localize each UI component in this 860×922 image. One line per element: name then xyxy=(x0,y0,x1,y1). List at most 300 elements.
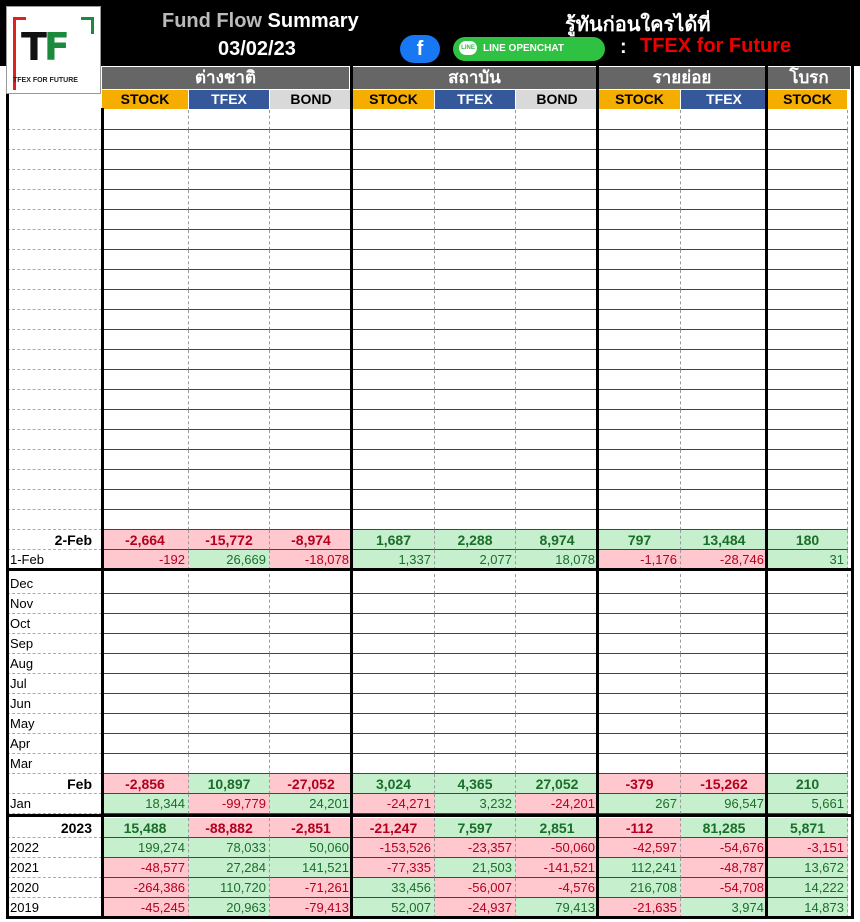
table-divider xyxy=(6,66,9,918)
value-cell xyxy=(435,150,516,170)
value-cell xyxy=(353,310,435,330)
row-label xyxy=(7,110,102,130)
row-label: Mar xyxy=(7,754,102,774)
row-label: Apr xyxy=(7,734,102,754)
value-cell xyxy=(768,390,848,410)
value-cell: 31 xyxy=(768,550,848,570)
value-cell xyxy=(435,110,516,130)
value-cell xyxy=(599,210,681,230)
value-cell xyxy=(599,490,681,510)
value-cell xyxy=(270,754,353,774)
column-header-stock: STOCK xyxy=(599,90,680,109)
value-cell xyxy=(353,350,435,370)
value-cell: 18,344 xyxy=(102,794,189,814)
value-cell xyxy=(270,230,353,250)
value-cell xyxy=(270,390,353,410)
value-cell xyxy=(189,370,270,390)
value-cell: 2,077 xyxy=(435,550,516,570)
value-cell xyxy=(681,734,768,754)
value-cell xyxy=(681,714,768,734)
value-cell: 267 xyxy=(599,794,681,814)
value-cell: 33,456 xyxy=(353,878,435,898)
value-cell xyxy=(599,270,681,290)
value-cell: 14,222 xyxy=(768,878,848,898)
value-cell: 26,669 xyxy=(189,550,270,570)
value-cell xyxy=(270,370,353,390)
report-date: 03/02/23 xyxy=(218,38,296,60)
value-cell xyxy=(599,654,681,674)
value-cell xyxy=(353,490,435,510)
value-cell: -1,176 xyxy=(599,550,681,570)
value-cell xyxy=(270,450,353,470)
table-divider xyxy=(851,66,854,918)
value-cell xyxy=(353,714,435,734)
row-label xyxy=(7,350,102,370)
value-cell xyxy=(102,450,189,470)
value-cell xyxy=(435,210,516,230)
value-cell xyxy=(270,150,353,170)
value-cell xyxy=(599,190,681,210)
value-cell xyxy=(516,410,599,430)
row-label xyxy=(7,430,102,450)
value-cell xyxy=(102,714,189,734)
value-cell xyxy=(681,310,768,330)
value-cell xyxy=(270,270,353,290)
value-cell xyxy=(599,754,681,774)
title-gray: Fund Flow xyxy=(162,10,262,32)
value-cell xyxy=(681,390,768,410)
column-header-stock: STOCK xyxy=(102,90,188,109)
value-cell xyxy=(353,654,435,674)
value-cell xyxy=(270,634,353,654)
value-cell xyxy=(516,110,599,130)
value-cell: 78,033 xyxy=(189,838,270,858)
value-cell xyxy=(599,330,681,350)
value-cell xyxy=(353,130,435,150)
value-cell: 180 xyxy=(768,530,848,550)
value-cell xyxy=(102,754,189,774)
value-cell xyxy=(189,330,270,350)
group-header: รายย่อย xyxy=(599,67,765,89)
value-cell xyxy=(189,250,270,270)
value-cell: -88,882 xyxy=(189,818,270,838)
value-cell: 210 xyxy=(768,774,848,794)
table-divider xyxy=(6,916,854,919)
value-cell xyxy=(189,734,270,754)
value-cell xyxy=(768,450,848,470)
value-cell xyxy=(270,350,353,370)
value-cell: -2,856 xyxy=(102,774,189,794)
value-cell xyxy=(768,210,848,230)
row-label xyxy=(7,370,102,390)
value-cell xyxy=(681,614,768,634)
value-cell xyxy=(102,170,189,190)
value-cell xyxy=(102,510,189,530)
row-label xyxy=(7,230,102,250)
value-cell xyxy=(516,190,599,210)
value-cell: -2,851 xyxy=(270,818,353,838)
value-cell: 2,288 xyxy=(435,530,516,550)
value-cell xyxy=(353,270,435,290)
column-header-tfex: TFEX xyxy=(681,90,767,109)
value-cell xyxy=(189,754,270,774)
value-cell: -4,576 xyxy=(516,878,599,898)
value-cell: -24,937 xyxy=(435,898,516,918)
value-cell xyxy=(189,350,270,370)
row-label: Jan xyxy=(7,794,102,814)
value-cell xyxy=(435,510,516,530)
value-cell xyxy=(599,290,681,310)
value-cell xyxy=(516,370,599,390)
value-cell xyxy=(435,390,516,410)
value-cell xyxy=(681,410,768,430)
value-cell xyxy=(102,370,189,390)
value-cell xyxy=(102,634,189,654)
value-cell xyxy=(189,594,270,614)
value-cell xyxy=(102,330,189,350)
row-label xyxy=(7,310,102,330)
value-cell: 96,547 xyxy=(681,794,768,814)
value-cell xyxy=(102,594,189,614)
value-cell xyxy=(768,594,848,614)
value-cell xyxy=(270,614,353,634)
value-cell: 5,871 xyxy=(768,818,848,838)
value-cell xyxy=(102,150,189,170)
value-cell xyxy=(353,230,435,250)
value-cell xyxy=(599,350,681,370)
value-cell: -153,526 xyxy=(353,838,435,858)
value-cell xyxy=(768,310,848,330)
value-cell xyxy=(768,490,848,510)
value-cell: -15,262 xyxy=(681,774,768,794)
value-cell xyxy=(768,370,848,390)
value-cell xyxy=(189,490,270,510)
value-cell xyxy=(435,190,516,210)
value-cell xyxy=(189,210,270,230)
value-cell xyxy=(516,694,599,714)
value-cell xyxy=(102,430,189,450)
value-cell xyxy=(102,270,189,290)
value-cell xyxy=(270,290,353,310)
value-cell: 13,672 xyxy=(768,858,848,878)
value-cell xyxy=(768,270,848,290)
value-cell xyxy=(353,430,435,450)
value-cell xyxy=(681,250,768,270)
line-icon: LINE xyxy=(459,41,477,55)
value-cell xyxy=(353,390,435,410)
value-cell xyxy=(599,714,681,734)
value-cell xyxy=(102,210,189,230)
value-cell xyxy=(516,490,599,510)
value-cell xyxy=(516,130,599,150)
value-cell xyxy=(102,390,189,410)
value-cell: 1,687 xyxy=(353,530,435,550)
value-cell xyxy=(681,510,768,530)
row-label: 1-Feb xyxy=(7,550,102,570)
row-label: 2-Feb xyxy=(7,530,102,550)
value-cell: 21,503 xyxy=(435,858,516,878)
column-header-stock: STOCK xyxy=(768,90,847,109)
value-cell: 81,285 xyxy=(681,818,768,838)
row-label: Sep xyxy=(7,634,102,654)
value-cell xyxy=(599,150,681,170)
value-cell xyxy=(189,430,270,450)
value-cell xyxy=(768,754,848,774)
row-label xyxy=(7,130,102,150)
value-cell xyxy=(270,410,353,430)
row-label xyxy=(7,390,102,410)
value-cell xyxy=(435,594,516,614)
value-cell xyxy=(270,654,353,674)
value-cell xyxy=(768,734,848,754)
table-divider xyxy=(101,108,104,918)
value-cell xyxy=(681,674,768,694)
value-cell xyxy=(353,410,435,430)
value-cell xyxy=(189,170,270,190)
value-cell: 141,521 xyxy=(270,858,353,878)
value-cell xyxy=(189,270,270,290)
value-cell xyxy=(435,290,516,310)
value-cell xyxy=(102,574,189,594)
value-cell xyxy=(189,614,270,634)
row-label: Oct xyxy=(7,614,102,634)
value-cell: -23,357 xyxy=(435,838,516,858)
value-cell xyxy=(435,490,516,510)
value-cell xyxy=(516,734,599,754)
channel-separator: : xyxy=(620,36,627,58)
value-cell xyxy=(599,230,681,250)
value-cell xyxy=(435,734,516,754)
value-cell xyxy=(270,110,353,130)
value-cell xyxy=(599,634,681,654)
value-cell xyxy=(681,594,768,614)
value-cell xyxy=(681,634,768,654)
value-cell xyxy=(681,270,768,290)
value-cell xyxy=(768,714,848,734)
line-openchat-label: LINE OPENCHAT xyxy=(483,43,564,54)
column-header-bond: BOND xyxy=(516,90,598,109)
value-cell xyxy=(768,634,848,654)
value-cell xyxy=(599,470,681,490)
value-cell xyxy=(353,290,435,310)
value-cell xyxy=(435,330,516,350)
value-cell: -18,078 xyxy=(270,550,353,570)
value-cell xyxy=(189,574,270,594)
value-cell xyxy=(102,734,189,754)
value-cell xyxy=(102,230,189,250)
value-cell: -54,676 xyxy=(681,838,768,858)
value-cell xyxy=(270,130,353,150)
value-cell: -379 xyxy=(599,774,681,794)
row-label: 2020 xyxy=(7,878,102,898)
value-cell xyxy=(270,734,353,754)
value-cell xyxy=(768,130,848,150)
value-cell: 112,241 xyxy=(599,858,681,878)
value-cell xyxy=(768,470,848,490)
value-cell xyxy=(516,170,599,190)
value-cell xyxy=(516,230,599,250)
table-divider xyxy=(596,66,599,918)
line-openchat-button[interactable] xyxy=(453,37,605,61)
value-cell: 15,488 xyxy=(102,818,189,838)
title-white: Summary xyxy=(267,10,359,32)
value-cell xyxy=(768,250,848,270)
value-cell: 14,873 xyxy=(768,898,848,918)
value-cell xyxy=(353,510,435,530)
value-cell xyxy=(435,350,516,370)
value-cell xyxy=(516,574,599,594)
value-cell: -42,597 xyxy=(599,838,681,858)
value-cell xyxy=(599,734,681,754)
value-cell xyxy=(270,574,353,594)
value-cell xyxy=(353,574,435,594)
value-cell xyxy=(189,290,270,310)
value-cell xyxy=(516,290,599,310)
value-cell xyxy=(353,190,435,210)
promo-text: รู้ทันก่อนใครได้ที่ xyxy=(565,14,711,36)
value-cell xyxy=(681,290,768,310)
value-cell xyxy=(435,410,516,430)
value-cell: 20,963 xyxy=(189,898,270,918)
value-cell xyxy=(768,430,848,450)
value-cell: -2,664 xyxy=(102,530,189,550)
value-cell xyxy=(516,250,599,270)
row-label xyxy=(7,410,102,430)
value-cell xyxy=(516,754,599,774)
row-label xyxy=(7,330,102,350)
value-cell xyxy=(681,170,768,190)
value-cell xyxy=(599,130,681,150)
value-cell xyxy=(102,250,189,270)
value-cell xyxy=(681,150,768,170)
value-cell xyxy=(516,350,599,370)
value-cell xyxy=(516,310,599,330)
value-cell xyxy=(270,470,353,490)
value-cell xyxy=(516,450,599,470)
value-cell xyxy=(270,694,353,714)
value-cell: 4,365 xyxy=(435,774,516,794)
value-cell xyxy=(189,190,270,210)
value-cell: 7,597 xyxy=(435,818,516,838)
value-cell xyxy=(516,714,599,734)
value-cell xyxy=(270,430,353,450)
value-cell xyxy=(599,410,681,430)
value-cell: -56,007 xyxy=(435,878,516,898)
value-cell xyxy=(435,614,516,634)
value-cell xyxy=(102,310,189,330)
value-cell xyxy=(435,574,516,594)
value-cell xyxy=(353,754,435,774)
row-label: 2019 xyxy=(7,898,102,918)
value-cell: 5,661 xyxy=(768,794,848,814)
value-cell xyxy=(102,470,189,490)
value-cell xyxy=(599,674,681,694)
value-cell xyxy=(599,250,681,270)
row-label: 2023 xyxy=(7,818,102,838)
value-cell: -264,386 xyxy=(102,878,189,898)
value-cell xyxy=(102,130,189,150)
table-divider xyxy=(6,814,854,817)
value-cell xyxy=(435,230,516,250)
value-cell xyxy=(681,694,768,714)
value-cell: 3,024 xyxy=(353,774,435,794)
group-header: ต่างชาติ xyxy=(102,67,349,89)
value-cell xyxy=(768,574,848,594)
value-cell xyxy=(435,634,516,654)
value-cell: 1,337 xyxy=(353,550,435,570)
facebook-icon[interactable]: f xyxy=(400,35,440,63)
value-cell: 199,274 xyxy=(102,838,189,858)
value-cell xyxy=(435,654,516,674)
value-cell: -48,577 xyxy=(102,858,189,878)
value-cell xyxy=(270,510,353,530)
value-cell: -141,521 xyxy=(516,858,599,878)
row-label: 2022 xyxy=(7,838,102,858)
value-cell xyxy=(681,210,768,230)
value-cell xyxy=(681,110,768,130)
value-cell: -54,708 xyxy=(681,878,768,898)
value-cell xyxy=(768,510,848,530)
value-cell xyxy=(189,130,270,150)
value-cell xyxy=(768,290,848,310)
value-cell xyxy=(681,490,768,510)
value-cell xyxy=(435,754,516,774)
row-label xyxy=(7,250,102,270)
value-cell xyxy=(435,450,516,470)
value-cell: -192 xyxy=(102,550,189,570)
value-cell: 3,232 xyxy=(435,794,516,814)
value-cell: -3,151 xyxy=(768,838,848,858)
row-label xyxy=(7,150,102,170)
value-cell xyxy=(102,490,189,510)
value-cell xyxy=(681,450,768,470)
value-cell xyxy=(599,390,681,410)
value-cell xyxy=(681,470,768,490)
value-cell: 10,897 xyxy=(189,774,270,794)
value-cell xyxy=(435,714,516,734)
value-cell xyxy=(599,430,681,450)
value-cell xyxy=(768,410,848,430)
value-cell: 2,851 xyxy=(516,818,599,838)
logo-tagline: TFEX FOR FUTURE xyxy=(13,77,78,84)
value-cell xyxy=(599,310,681,330)
table-divider xyxy=(6,568,854,571)
value-cell xyxy=(102,674,189,694)
group-header: โบรก xyxy=(768,67,850,89)
row-label: 2021 xyxy=(7,858,102,878)
value-cell: -50,060 xyxy=(516,838,599,858)
value-cell: -77,335 xyxy=(353,858,435,878)
value-cell xyxy=(435,310,516,330)
row-label: May xyxy=(7,714,102,734)
row-label xyxy=(7,170,102,190)
value-cell xyxy=(270,714,353,734)
value-cell xyxy=(189,654,270,674)
value-cell xyxy=(768,230,848,250)
value-cell: -112 xyxy=(599,818,681,838)
value-cell: 18,078 xyxy=(516,550,599,570)
value-cell xyxy=(189,310,270,330)
value-cell xyxy=(599,574,681,594)
value-cell xyxy=(353,694,435,714)
channel-name: TFEX for Future xyxy=(640,35,792,57)
value-cell xyxy=(189,230,270,250)
value-cell xyxy=(599,594,681,614)
value-cell xyxy=(516,674,599,694)
value-cell xyxy=(768,654,848,674)
value-cell xyxy=(189,450,270,470)
value-cell xyxy=(189,150,270,170)
